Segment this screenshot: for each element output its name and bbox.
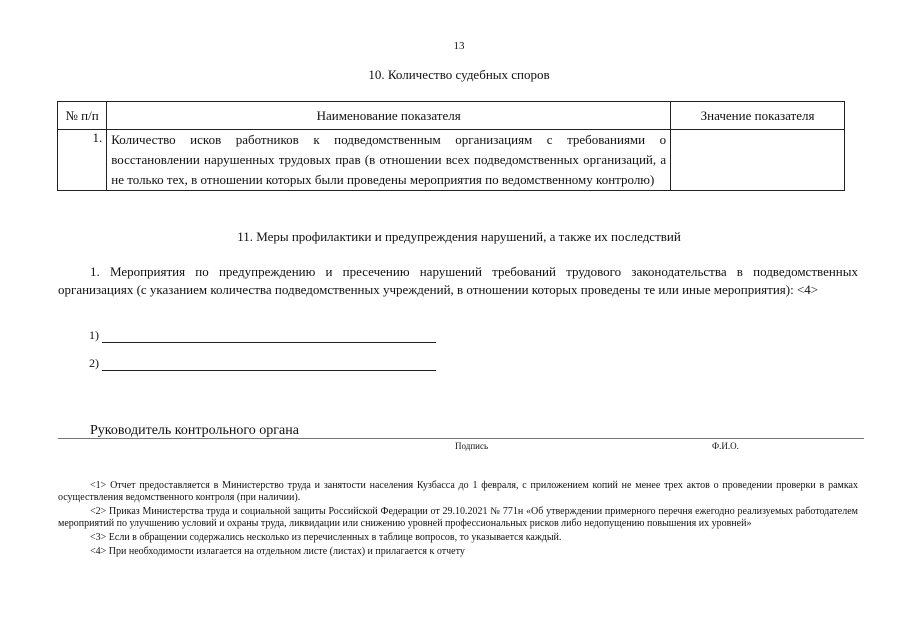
table-header-row xyxy=(58,102,845,130)
footnotes xyxy=(58,480,858,560)
item-label: 2) xyxy=(89,356,99,370)
signature-line xyxy=(58,438,864,439)
list-item xyxy=(89,356,436,371)
name-caption: Ф.И.О. xyxy=(712,441,739,451)
footnote: <4> При необходимости излагается на отдельном листе (листах) и прилагается к отчету xyxy=(90,546,465,557)
header-indicator-name: Наименование показателя xyxy=(107,102,671,130)
footnote: <1> Отчет предоставляется в Министерство труда и занятости населения Кузбасса до 1 февраля, с приложением копий не менее трех актов о проведении проверки в рамках осуществления ведомственного контроля (при наличии). xyxy=(58,480,858,503)
item-label: 1) xyxy=(89,328,99,342)
header-indicator-value: Значение показателя xyxy=(671,102,845,130)
section-10-title: 10. Количество судебных споров xyxy=(368,67,550,82)
head-of-authority-label: Руководитель контрольного органа xyxy=(90,423,299,438)
row-indicator-value[interactable] xyxy=(671,130,845,191)
indicator-table xyxy=(57,101,845,191)
fill-in-line[interactable] xyxy=(102,329,436,343)
footnote: <2> Приказ Министерства труда и социальной защиты Российской Федерации от 29.10.2021 № 771н «Об утверждении примерного перечня ежегодно реализуемых работодателем мероприятий по улучшению условий и охраны труда, ликвидации или снижению уровней профессиональных рисков либо недопущению повышения их уровней» xyxy=(58,506,858,529)
row-number: 1. xyxy=(58,130,107,191)
measures-paragraph: 1. Мероприятия по предупреждению и пресечению нарушений требований трудового законодательства в подведомственных организациях (с указанием количества подведомственных учреждений, в отношении которых проведены те или иные мероприятия): <4> xyxy=(58,264,858,297)
page-number: 13 xyxy=(453,40,465,52)
footnote: <3> Если в обращении содержались несколько из перечисленных в таблице вопросов, то указывается каждый. xyxy=(90,532,562,543)
list-item xyxy=(89,328,436,343)
table-row xyxy=(58,130,845,191)
header-number: № п/п xyxy=(58,102,107,130)
signature-caption: Подпись xyxy=(455,441,489,451)
row-indicator-name: Количество исков работников к подведомственным организациям с требованиями о восстановлении нарушенных трудовых прав (в отношении всех подведомственных организаций, а не только тех, в отношении которых были проведены мероприятия по ведомственному контролю) xyxy=(107,130,671,191)
fill-in-line[interactable] xyxy=(102,357,436,371)
section-11-title: 11. Меры профилактики и предупреждения нарушений, а также их последствий xyxy=(237,229,681,244)
